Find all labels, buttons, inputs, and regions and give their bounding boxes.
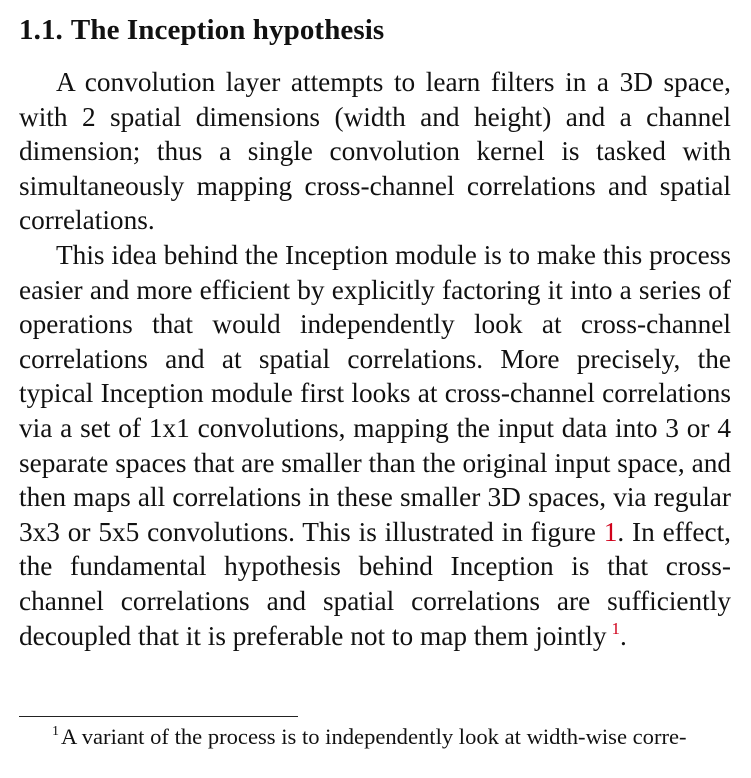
paragraph-2-text-a: This idea behind the Inception module is to make this process easier and more efficient by explicitly factoring it into a series of operations that would independently look at cross-channel correlations and at spatial correlations. More precisely, the typical Inception module first looks at cross-channel correlations via a set of 1x1 convolutions, mapping the input data into 3 or 4 separate spaces that are smaller than the original input space, and then maps all correlations in these smaller 3D spaces, via regular 3x3 or 5x5 convolutions. This is illustrated in figure (19, 239, 731, 547)
paragraph-1: A convolution layer attempts to learn filters in a 3D space, with 2 spatial dimensions (width and height) and a channel dimension; thus a single convolution kernel is tasked with simultaneously mapping cross-channel correlations and spatial correlations. (19, 67, 731, 236)
figure-reference-link[interactable]: 1 (603, 516, 618, 547)
section-number: 1.1. (19, 14, 63, 46)
footnote-text: A variant of the process is to independently look at width-wise corre- (61, 724, 687, 749)
footnote-marker: 1 (52, 724, 59, 740)
section-title: The Inception hypothesis (70, 14, 385, 46)
footnote-reference-link[interactable]: 1 (611, 618, 620, 638)
paragraph-2-text-b: . In effect, the fundamental hypothesis behind Inception is that cross-channel correlations and spatial correlations are sufficiently decoupled that it is preferable not to map them jointly (19, 516, 732, 651)
section-heading (19, 10, 731, 50)
footnote (19, 722, 731, 752)
paragraph-2 (19, 238, 731, 653)
paper-page (19, 10, 731, 653)
paragraph-2-end-punct: . (619, 620, 627, 651)
footnote-divider (19, 716, 298, 717)
